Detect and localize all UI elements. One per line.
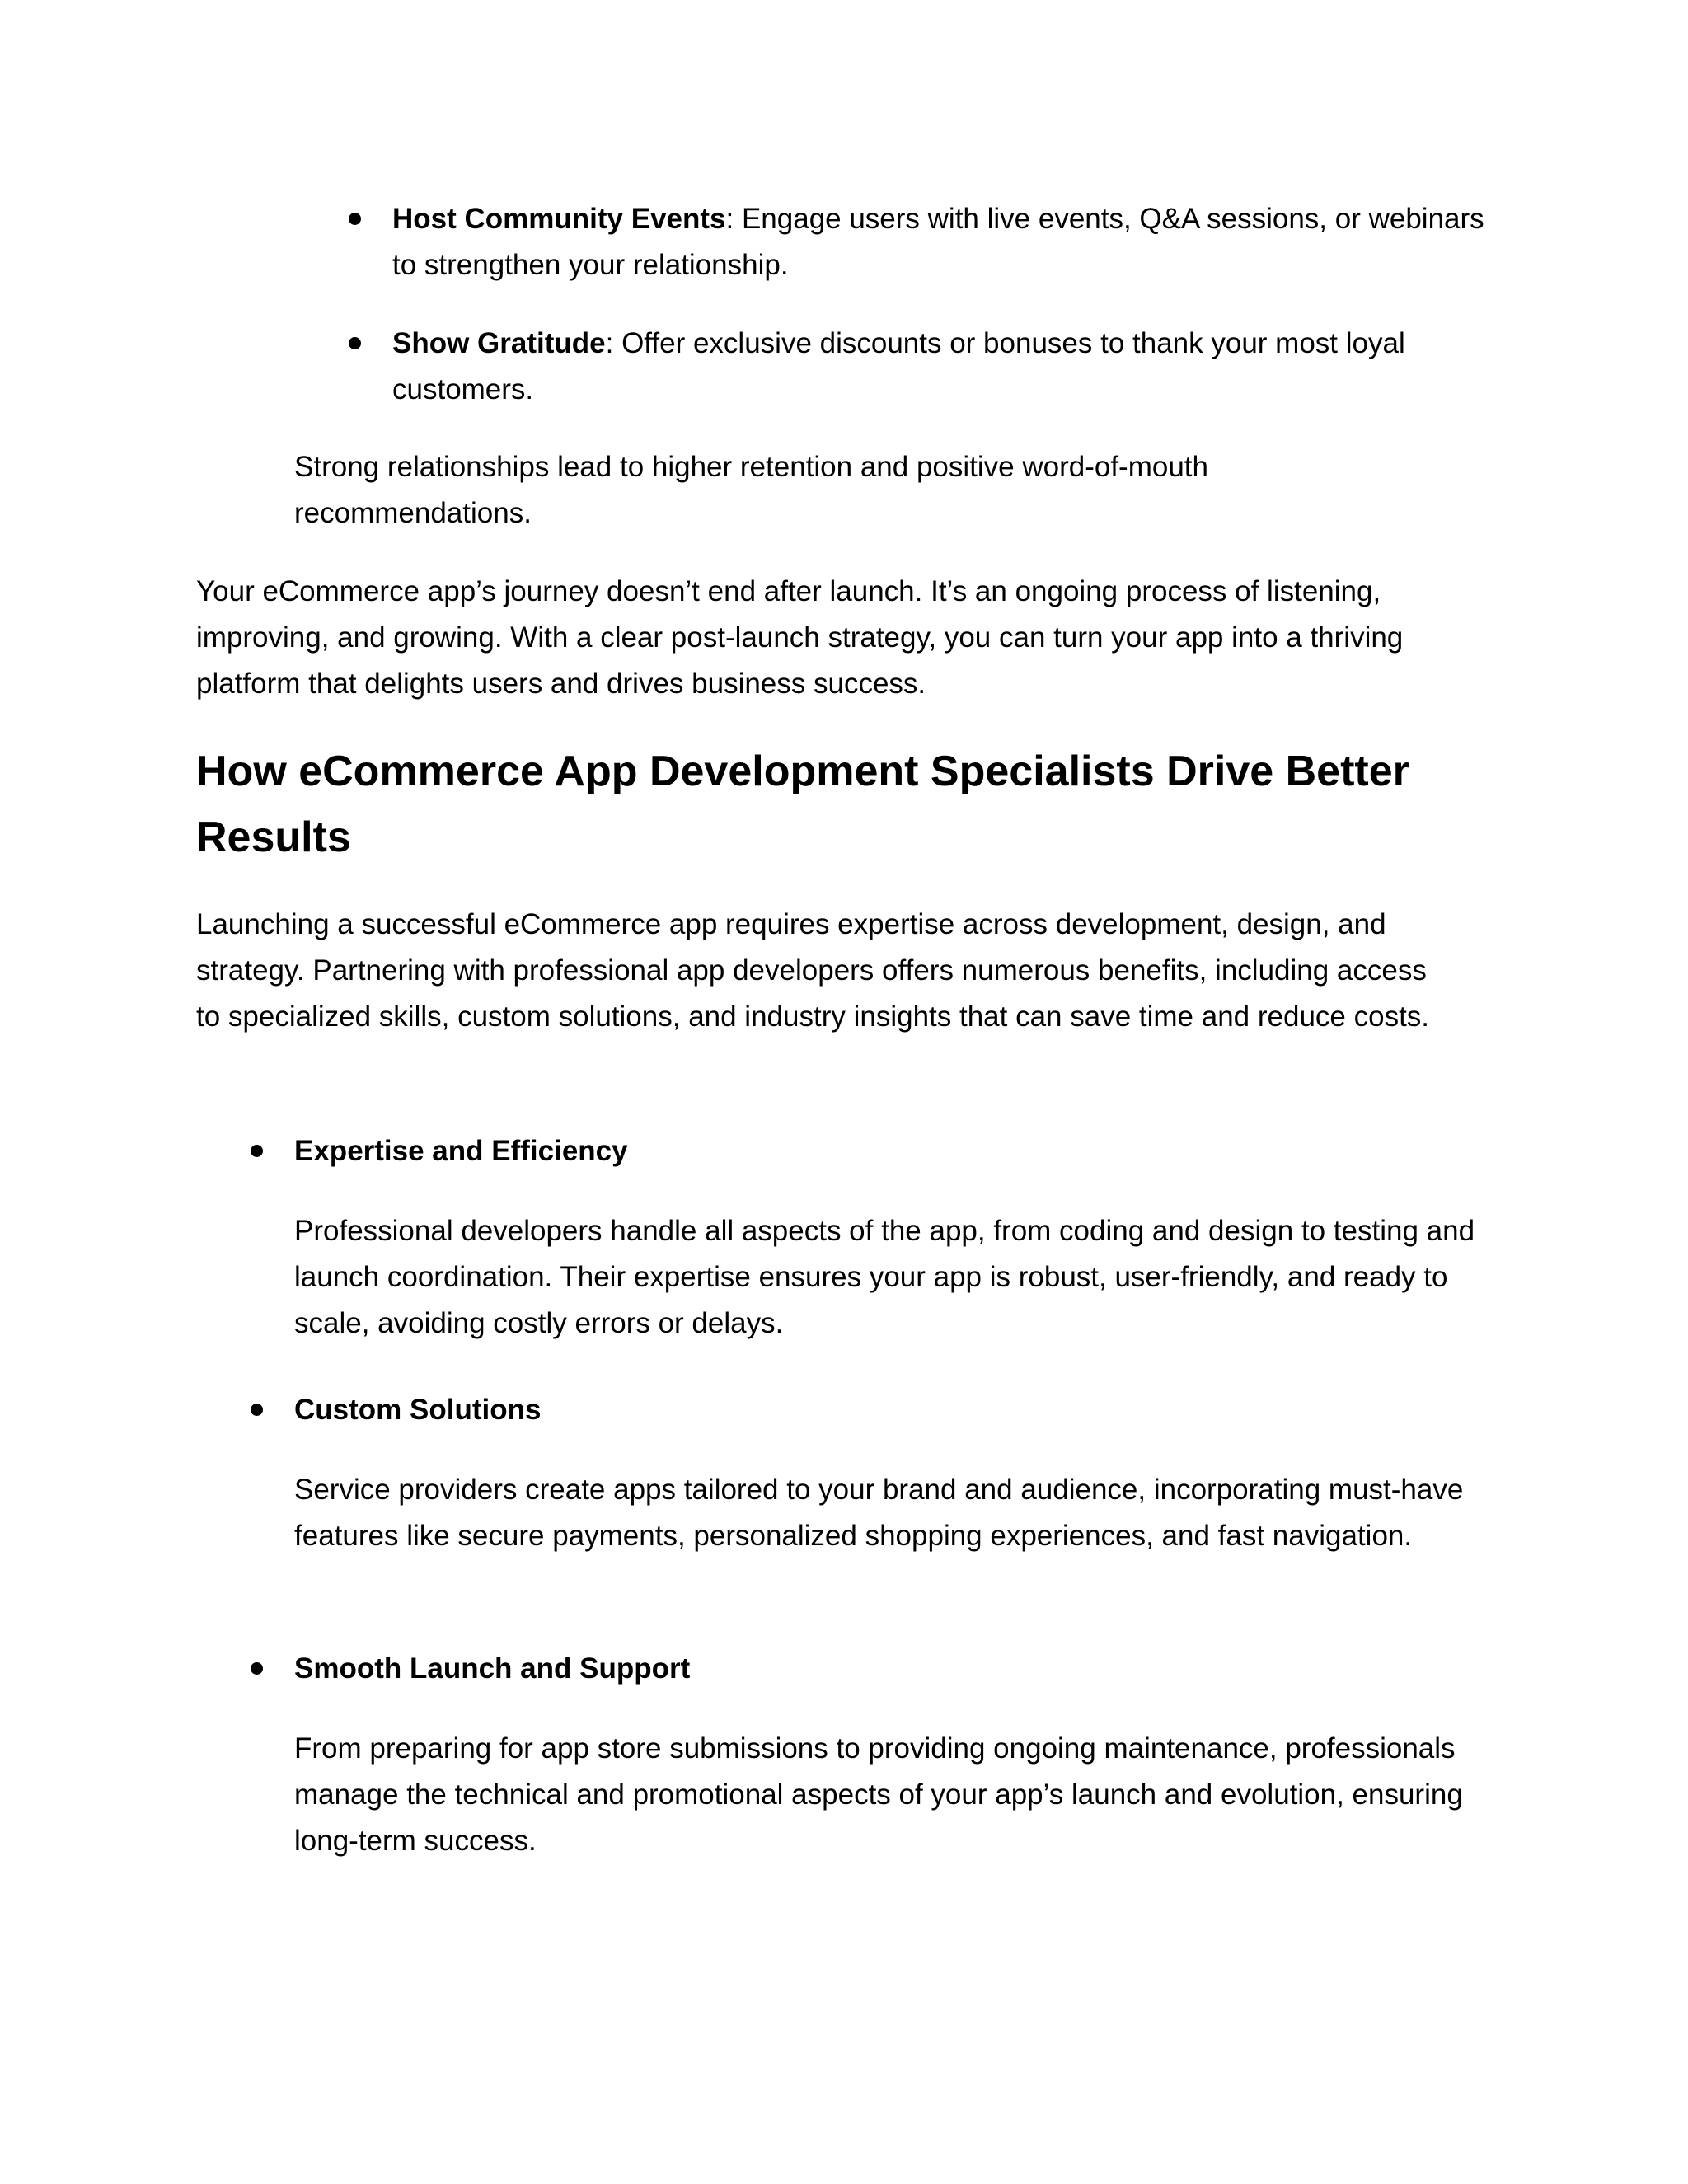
item-heading-smooth-launch: Smooth Launch and Support: [294, 1652, 691, 1685]
list-item-term: Host Community Events: [392, 203, 726, 235]
closing-paragraph: Your eCommerce app’s journey doesn’t end after launch. It’s an ongoing process of listening, improving, and growing. With a clear post-launch strategy, you can turn your app into a thriving platform that delights users and drives business success.: [196, 575, 1404, 700]
bullet-icon: [349, 213, 361, 225]
section-heading: How eCommerce App Development Specialists Drive Better Results: [196, 748, 1409, 861]
list-item-term: Show Gratitude: [392, 327, 606, 359]
bullet-icon: [251, 1145, 263, 1157]
item-body-expertise: Professional developers handle all aspects of the app, from coding and design to testing and launch coordination. Their expertise ensures your app is robust, user-friendly, and ready to scale, avoiding costly errors or delays.: [294, 1215, 1475, 1339]
relationships-note: Strong relationships lead to higher retention and positive word-of-mouth recommendations.: [294, 451, 1208, 529]
bullet-icon: [251, 1662, 263, 1675]
item-heading-expertise: Expertise and Efficiency: [294, 1135, 628, 1167]
item-body-custom-solutions: Service providers create apps tailored to your brand and audience, incorporating must-have features like secure payments, personalized shopping experiences, and fast navigation.: [294, 1474, 1464, 1552]
item-heading-custom-solutions: Custom Solutions: [294, 1394, 542, 1426]
section-intro-paragraph: Launching a successful eCommerce app requires expertise across development, design, and strategy. Partnering with professional app developers offers numerous benefits, including access to specialized skills, custom solutions, and industry insights that can save time and reduce costs.: [196, 908, 1430, 1033]
bullet-icon: [251, 1404, 263, 1416]
item-body-smooth-launch: From preparing for app store submissions to providing ongoing maintenance, professionals manage the technical and promotional aspects of your app’s launch and evolution, ensuring long-term success.: [294, 1732, 1463, 1857]
list-item-text: : Offer exclusive discounts or bonuses to thank your most loyal customers.: [392, 327, 1405, 405]
list-item-text: : Engage users with live events, Q&A sessions, or webinars to strengthen your relationship.: [392, 203, 1484, 281]
list-item-host-community-events: [392, 196, 1497, 288]
list-item-show-gratitude: [392, 321, 1497, 413]
bullet-icon: [349, 337, 361, 349]
